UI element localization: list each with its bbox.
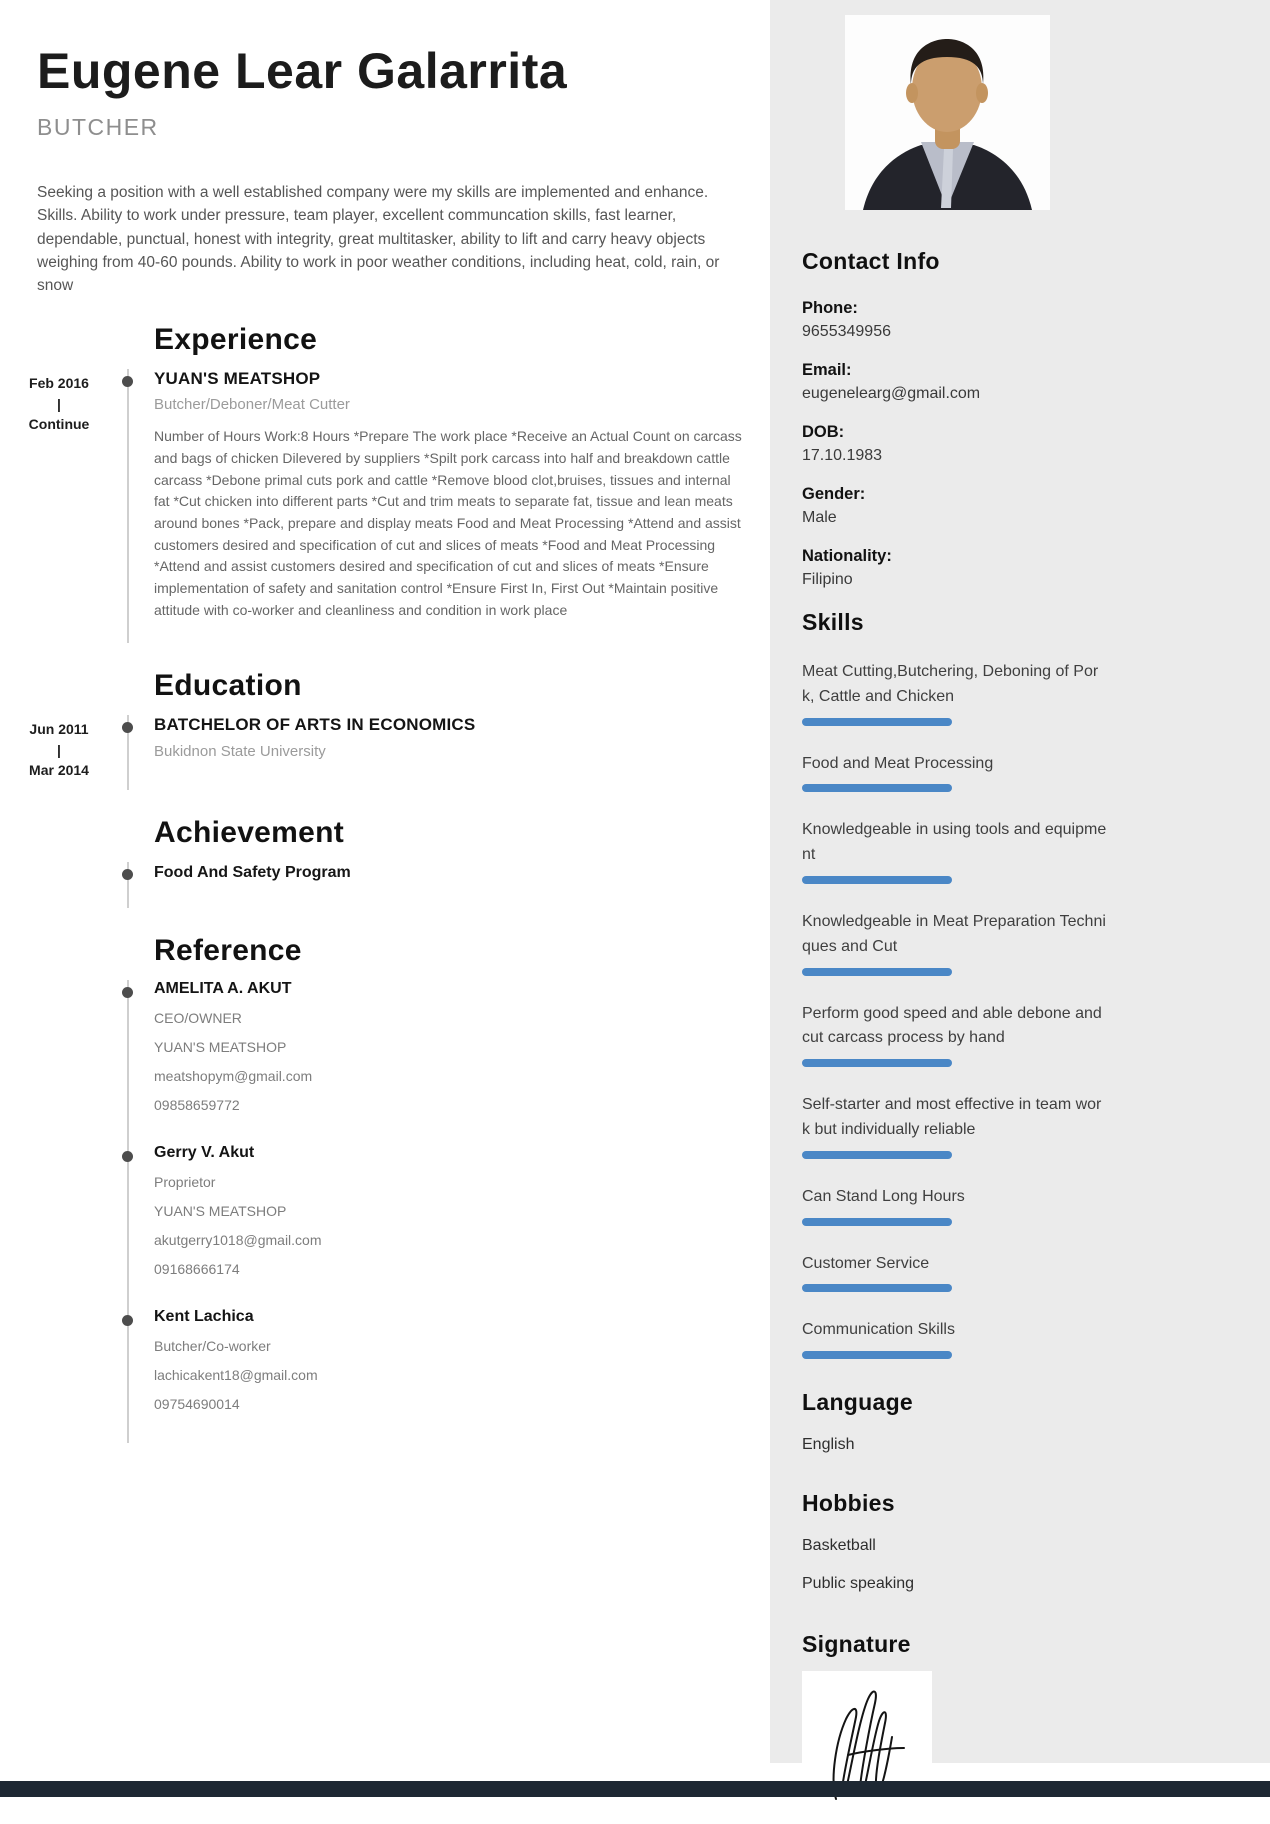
profile-photo-image [845,15,1050,210]
reference-phone: 09168666174 [154,1261,240,1278]
reference-role: Proprietor [154,1174,216,1191]
language-heading: Language [802,1389,914,1416]
achievement-entry [0,862,770,908]
email-value: eugenelearg@gmail.com [802,385,981,402]
contact-info-heading: Contact Info [802,248,940,274]
reference-name: Kent Lachica [154,1308,254,1326]
dob-value: 17.10.1983 [802,447,883,464]
reference-heading: Reference [154,934,302,968]
job-description: Number of Hours Work:8 Hours *Prepare The work place *Receive an Actual Count on carcass and bags of chicken Dilevered by suppliers *Spilt pork carcass into half and breakdown cattle carcass *Debone primal cuts pork and cattle *Remove blood clot,bruises, tissues and internal fat *Cut chicken into different parts *Cut and trim meats to separate fat, tissue and lean meats around bones *Pack, prepare and display meats Food and Meat Processing *Attend and assist customers desired and specification of cut and slices of meats *Food and Meat Processing *Attend and assist customers desired and specification of cut and slices of meats *Ensure implementation of safety and sanitation control *Ensure First In, First Out *Maintain positive attitude with co-worker and cleanliness and condition in work place [154,428,742,618]
skill-item [802,1318,1230,1359]
skill-level-bar [802,1218,952,1226]
timeline-marker [118,980,154,1144]
experience-heading: Experience [154,323,318,357]
reference-company: YUAN'S MEATSHOP [154,1039,287,1056]
date-start: Jun 2011 [29,721,89,738]
contact-field-gender [802,485,1230,527]
reference-name: AMELITA A. AKUT [154,980,292,998]
timeline-marker [118,1308,154,1443]
candidate-name: Eugene Lear Galarrita [37,43,568,99]
skill-item [802,1252,1230,1293]
date-end: Mar 2014 [29,762,89,779]
reference-phone: 09754690014 [154,1396,240,1413]
profile-photo [845,15,1050,210]
skill-label: Communication Skills [802,1321,955,1339]
phone-value: 9655349956 [802,323,891,340]
experience-section [0,323,770,643]
skill-item [802,660,1230,726]
date-start: Feb 2016 [29,375,89,392]
skill-level-bar [802,1284,952,1292]
reference-role: Butcher/Co-worker [154,1338,271,1355]
achievement-heading: Achievement [154,816,345,850]
achievement-date-empty [0,862,118,908]
skill-level-bar [802,1059,952,1067]
skill-level-bar [802,718,952,726]
hobbies-heading: Hobbies [802,1490,895,1517]
skill-item [802,752,1230,793]
skill-item [802,1002,1230,1068]
skill-item [802,1185,1230,1226]
signature-heading: Signature [802,1631,911,1658]
skill-label: Meat Cutting,Butchering, Deboning of Pork, Cattle and Chicken [802,663,1099,705]
candidate-job-title: BUTCHER [37,114,159,140]
achievement-section [0,816,770,908]
resume-header [0,0,770,297]
reference-section [0,934,770,1443]
contact-field-email [802,361,1230,403]
phone-label: Phone: [802,299,858,317]
email-label: Email: [802,361,852,379]
reference-phone: 09858659772 [154,1097,240,1114]
education-body [154,715,770,790]
gender-label: Gender: [802,485,866,503]
skill-label: Knowledgeable in using tools and equipment [802,821,1107,864]
skill-label: Perform good speed and able debone and cut carcass process by hand [802,1004,1102,1047]
timeline-marker [118,862,154,908]
skill-label: Customer Service [802,1254,930,1272]
contact-field-phone [802,299,1230,341]
degree-name: BATCHELOR OF ARTS IN ECONOMICS [154,715,476,735]
contact-field-nationality [802,547,1230,589]
education-date-range [0,715,118,790]
hobby-item: Basketball [802,1537,876,1555]
skill-level-bar [802,1151,952,1159]
reference-email: meatshopym@gmail.com [154,1068,313,1085]
position-title: Butcher/Deboner/Meat Cutter [154,396,350,414]
gender-value: Male [802,509,837,526]
skill-item [802,910,1230,976]
skill-item [802,818,1230,884]
education-section [0,669,770,790]
skill-item [802,1093,1230,1159]
employer-name: YUAN'S MEATSHOP [154,369,321,389]
reference-role: CEO/OWNER [154,1010,242,1027]
sidebar [770,0,1270,1763]
nationality-label: Nationality: [802,547,892,565]
language-item: English [802,1436,855,1454]
education-entry [0,715,770,790]
school-name: Bukidnon State University [154,743,326,761]
experience-date-range [0,369,118,643]
dob-label: DOB: [802,423,845,441]
hobby-item: Public speaking [802,1575,915,1593]
nationality-value: Filipino [802,571,853,588]
skill-level-bar [802,784,952,792]
main-column [0,0,770,1443]
date-separator: | [57,741,61,758]
timeline-marker [118,715,154,790]
skill-level-bar [802,1351,952,1359]
achievement-item: Food And Safety Program [154,864,351,882]
contact-field-dob [802,423,1230,465]
reference-entry [0,1308,770,1443]
education-heading: Education [154,669,302,703]
date-separator: | [57,395,61,412]
footer-bar [0,1781,1270,1797]
reference-company: YUAN'S MEATSHOP [154,1203,287,1220]
skill-label: Knowledgeable in Meat Preparation Techniques and Cut [802,912,1106,955]
reference-name: Gerry V. Akut [154,1144,255,1162]
summary-paragraph: Seeking a position with a well established company were my skills are implemented and enhance. Skills. Ability to work under pressure, team player, excellent communcation skills, fast learner, dependable, punctual, honest with integrity, great multitasker, ability to lift and carry heavy objects weighing from 40-60 pounds. Ability to work in poor weather conditions, including heat, cold, rain, or snow [37,184,720,294]
experience-body [154,369,770,643]
skill-level-bar [802,876,952,884]
reference-email: akutgerry1018@gmail.com [154,1232,322,1249]
reference-entry [0,1144,770,1308]
reference-entry [0,980,770,1144]
skill-label: Food and Meat Processing [802,754,994,772]
skill-label: Self-starter and most effective in team work but individually reliable [802,1096,1102,1138]
skills-heading: Skills [802,609,864,635]
date-end: Continue [28,415,90,432]
timeline-marker [118,369,154,643]
skill-label: Can Stand Long Hours [802,1187,965,1205]
skill-level-bar [802,968,952,976]
experience-entry [0,369,770,643]
timeline-marker [118,1144,154,1308]
reference-email: lachicakent18@gmail.com [154,1367,318,1384]
